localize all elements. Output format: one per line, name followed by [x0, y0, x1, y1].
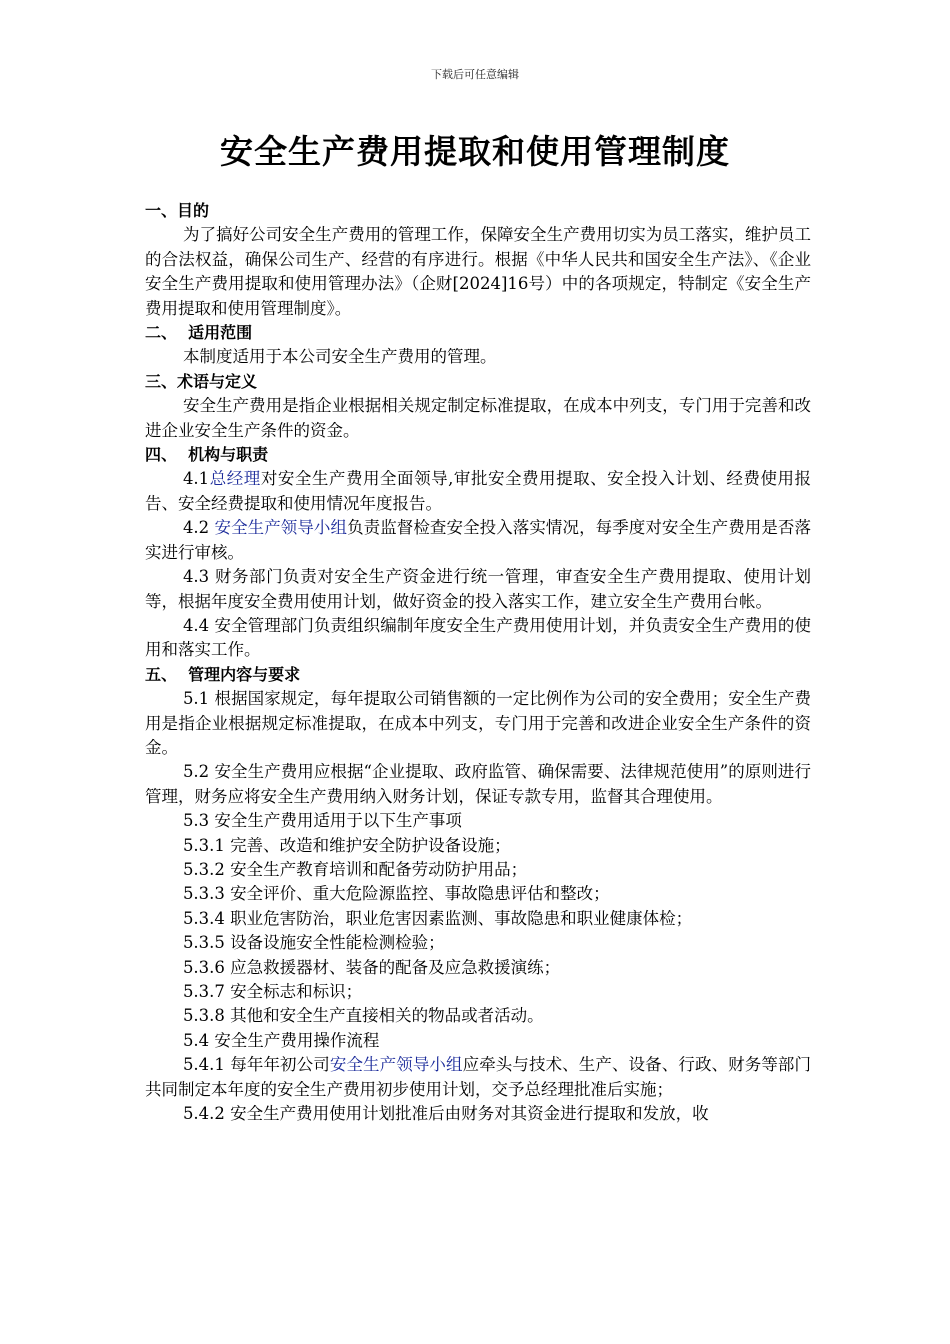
paragraph-purpose: 为了搞好公司安全生产费用的管理工作，保障安全生产费用切实为员工落实，维护员工的合法权益，确保公司生产、经营的有序进行。根据《中华人民共和国安全生产法》、《企业安全生产费用提取和使用管理办法》（企财[2024]16号）中的各项规定，特制定《安全生产费用提取和使用管理制度》。: [145, 225, 811, 318]
paragraph-4-4: 4.4 安全管理部门负责组织编制年度安全生产费用使用计划，并负责安全生产费用的使用和落实工作。: [145, 615, 811, 660]
section-heading-definitions: 三、术语与定义: [145, 371, 258, 391]
list-item-5-3-2: 5.3.2 安全生产教育培训和配备劳动防护用品；: [182, 859, 528, 879]
clause-number: 5.4.1 每年年初公司: [182, 1055, 330, 1075]
list-item-5-3-8: 5.3.8 其他和安全生产直接相关的物品或者活动。: [182, 1006, 544, 1026]
paragraph-5-4-2: 5.4.2 安全生产费用使用计划批准后由财务对其资金进行提取和发放，收: [182, 1104, 709, 1124]
paragraph-5-4: 5.4 安全生产费用操作流程: [182, 1030, 380, 1050]
paragraph-definitions: 安全生产费用是指企业根据相关规定制定标准提取，在成本中列支，专门用于完善和改进企业安全生产条件的资金。: [145, 396, 811, 440]
section-heading-scope: 二、 适用范围: [145, 323, 253, 343]
clause-number: 4.1: [182, 469, 210, 489]
document-body: [145, 199, 811, 1126]
paragraph-4-2: [145, 516, 811, 565]
paragraph-5-1: 5.1 根据国家规定，每年提取公司销售额的一定比例作为公司的安全费用；安全生产费用是指企业根据规定标准提取，在成本中列支，专门用于完善和改进企业安全生产条件的资金。: [145, 689, 811, 757]
clause-text: 负责监督检查安全投入落实情况，每季度对安全生产费用是否落实进行审核。: [145, 518, 812, 562]
list-item-5-3-4: 5.3.4 职业危害防治，职业危害因素监测、事故隐患和职业健康体检；: [182, 908, 693, 928]
header-note: 下载后可任意编辑: [431, 68, 519, 81]
link-safety-leadership-group[interactable]: 安全生产领导小组: [214, 518, 348, 538]
paragraph-4-1: [145, 467, 811, 516]
list-item-5-3-5: 5.3.5 设备设施安全性能检测检验；: [182, 933, 445, 953]
section-heading-purpose: 一、目的: [145, 201, 210, 220]
paragraph-5-3: 5.3 安全生产费用适用于以下生产事项: [182, 811, 462, 831]
link-safety-leadership-group[interactable]: 安全生产领导小组: [329, 1055, 463, 1075]
clause-number: 4.2: [182, 518, 215, 538]
clause-text: 对安全生产费用全面领导,审批安全费用提取、安全投入计划、经费使用报告、安全经费提取和使用情况年度报告。: [145, 469, 812, 513]
section-heading-management: 五、 管理内容与要求: [145, 664, 301, 684]
paragraph-5-2: 5.2 安全生产费用应根据“企业提取、政府监管、确保需要、法律规范使用”的原则进行管理，财务应将安全生产费用纳入财务计划，保证专款专用，监督其合理使用。: [145, 762, 811, 806]
list-item-5-3-1: 5.3.1 完善、改造和维护安全防护设备设施；: [182, 835, 511, 855]
list-item-5-3-6: 5.3.6 应急救援器材、装备的配备及应急救援演练；: [182, 957, 561, 977]
list-item-5-3-7: 5.3.7 安全标志和标识；: [182, 982, 363, 1001]
document-title: 安全生产费用提取和使用管理制度: [220, 132, 730, 171]
link-general-manager[interactable]: 总经理: [209, 469, 261, 489]
paragraph-4-3: 4.3 财务部门负责对安全生产资金进行统一管理，审查安全生产费用提取、使用计划等，根据年度安全费用使用计划，做好资金的投入落实工作，建立安全生产费用台帐。: [145, 567, 811, 611]
clause-text: 应牵头与技术、生产、设备、行政、财务等部门共同制定本年度的安全生产费用初步使用计划，交予总经理批准后实施；: [145, 1055, 812, 1099]
paragraph-5-4-1: [145, 1053, 811, 1102]
list-item-5-3-3: 5.3.3 安全评价、重大危险源监控、事故隐患评估和整改；: [182, 884, 610, 904]
section-heading-responsibilities: 四、 机构与职责: [145, 445, 269, 465]
paragraph-scope: 本制度适用于本公司安全生产费用的管理。: [182, 347, 497, 367]
